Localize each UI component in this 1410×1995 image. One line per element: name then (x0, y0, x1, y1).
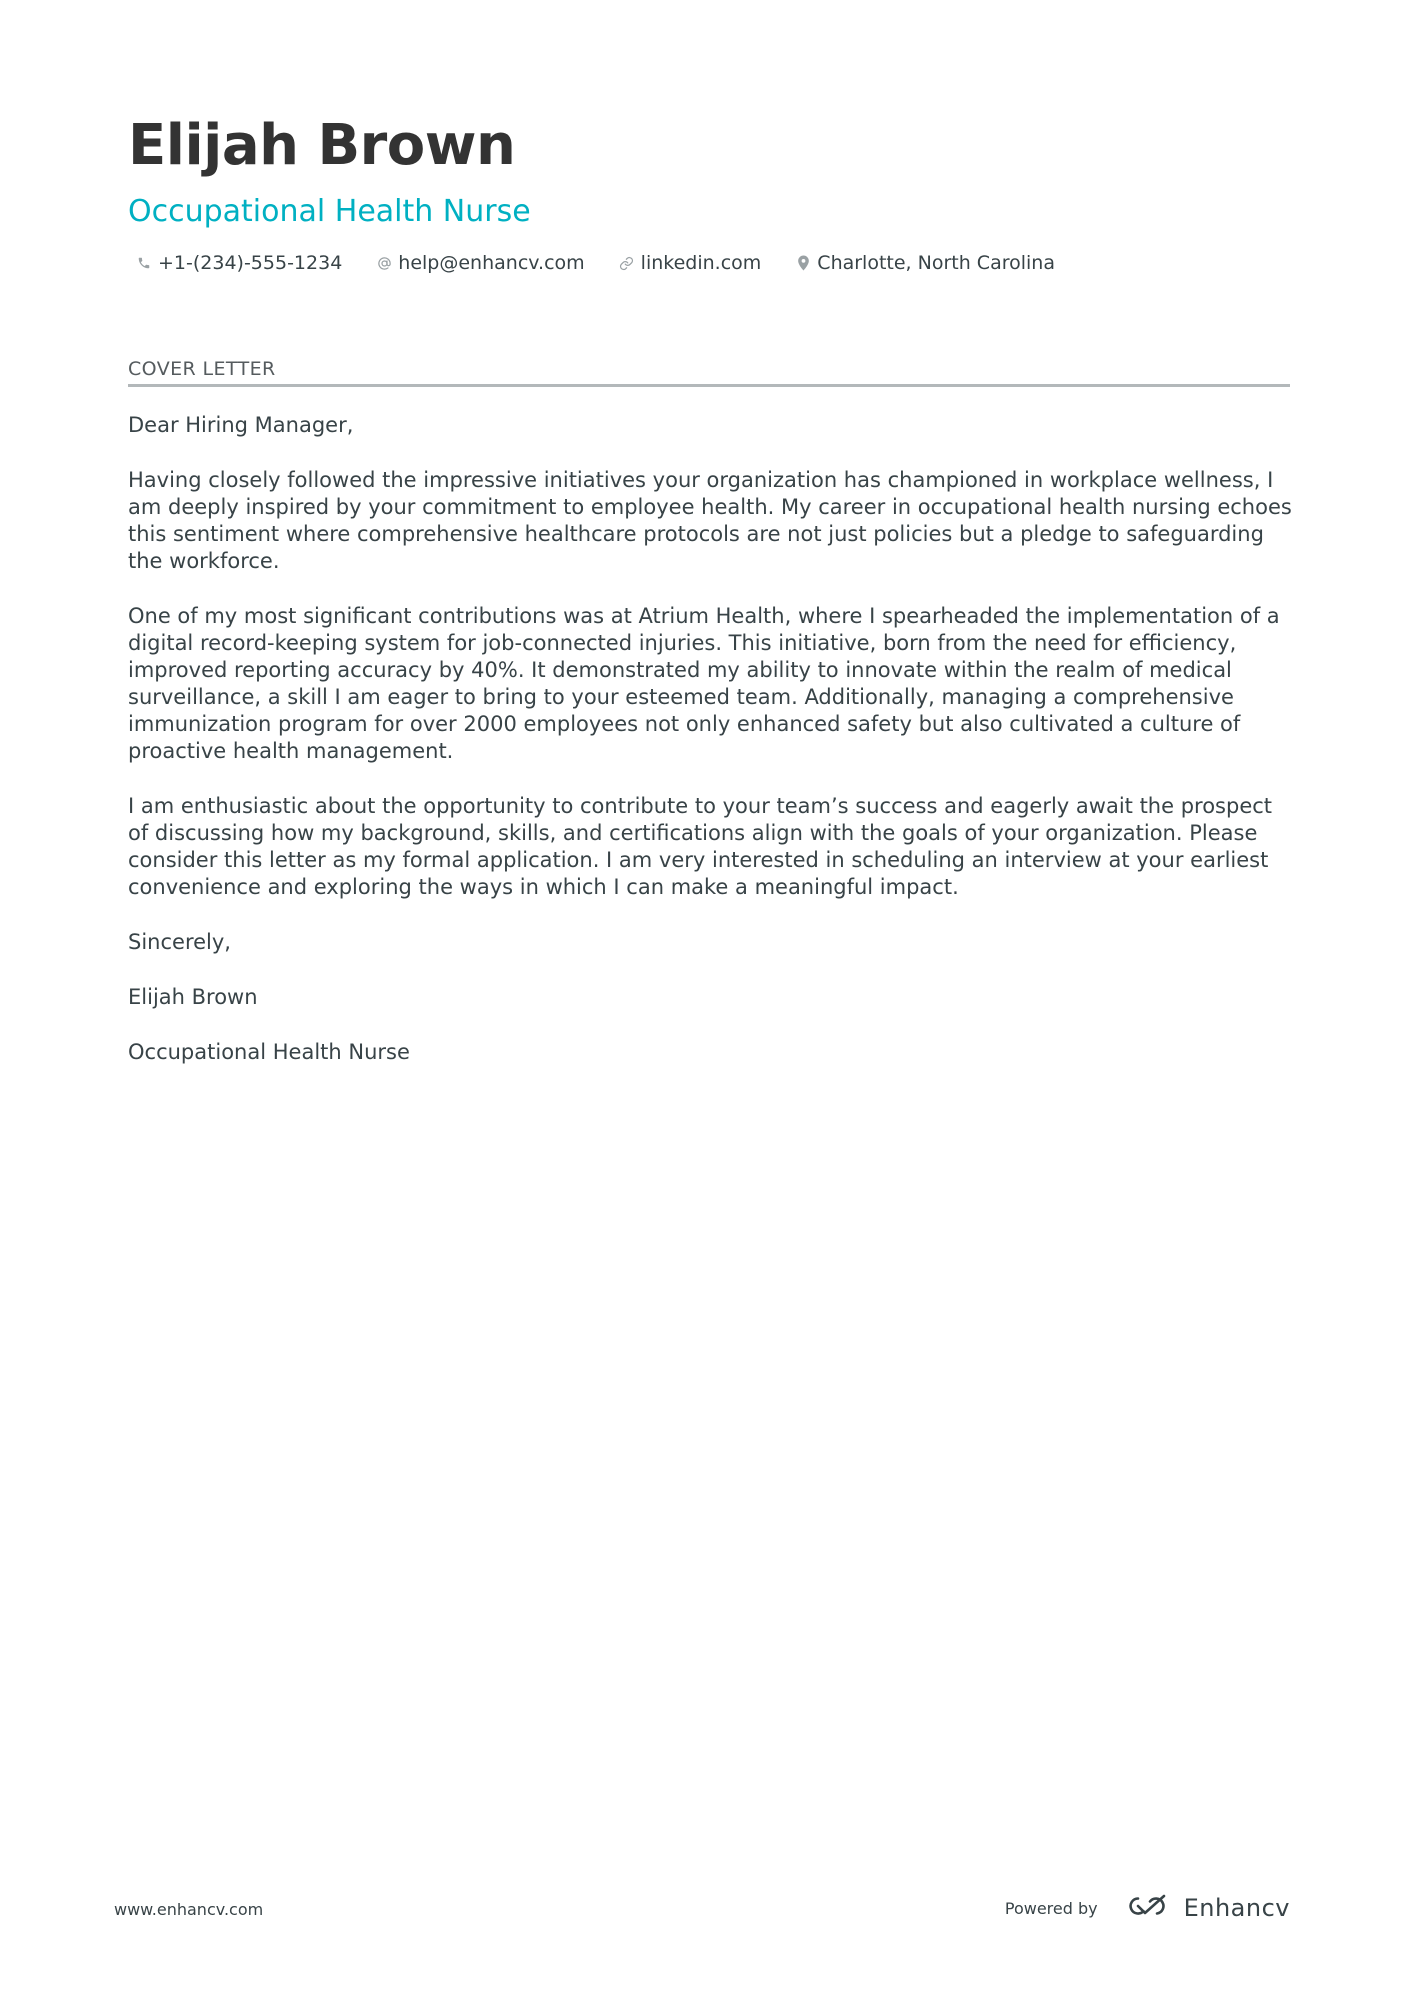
contact-linkedin[interactable] (611, 252, 762, 274)
powered-by-label: Powered by (1004, 1898, 1098, 1918)
at-icon (376, 254, 392, 272)
location-pin-icon (795, 254, 811, 272)
contact-phone (128, 252, 342, 274)
contact-bar (128, 252, 1288, 274)
contact-location-text: Charlotte, North Carolina (817, 252, 1055, 274)
enhancv-logo[interactable] (1124, 1893, 1290, 1923)
contact-email-text[interactable]: help@enhancv.com (398, 252, 585, 274)
footer-url-link[interactable]: www.enhancv.com (114, 1900, 264, 1919)
candidate-name: Elijah Brown (128, 113, 516, 178)
letter-greeting: Dear Hiring Manager, (128, 413, 354, 437)
letter-paragraph: One of my most significant contributions was at Atrium Health, where I spearheaded the implementation of a digital record-keeping system for job-connected injuries. This initiative, born from the need for efficiency, improved reporting accuracy by 40%. It demonstrated my ability to innovate within the realm of medical surveillance, a skill I am eager to bring to your esteemed team. Additionally, managing a comprehensive immunization program for over 2000 employees not only enhanced safety but also cultivated a culture of proactive health management. (128, 604, 1280, 763)
letter-closing: Sincerely, (128, 930, 231, 954)
contact-phone-text: +1-(234)-555-1234 (158, 252, 343, 274)
footer (114, 1888, 1290, 1928)
letter-paragraph: Having closely followed the impressive initiatives your organization has championed in workplace wellness, I am deeply inspired by your commitment to employee health. My career in occupational health nursing echoes this sentiment where comprehensive healthcare protocols are not just policies but a pledge to safeguarding the workforce. (128, 468, 1292, 573)
contact-location (787, 252, 1055, 274)
section-title-cover-letter: COVER LETTER (128, 358, 1290, 387)
contact-linkedin-text[interactable]: linkedin.com (640, 252, 762, 274)
signature-name: Elijah Brown (128, 985, 258, 1009)
header (128, 112, 1288, 274)
letter-paragraph: I am enthusiastic about the opportunity to contribute to your team’s success and eagerly await the prospect of discussing how my background, skills, and certifications align with the goals of your organization. Please consider this letter as my formal application. I am very interested in scheduling an interview at your earliest convenience and exploring the ways in which I can make a meaningful impact. (128, 794, 1273, 899)
candidate-role: Occupational Health Nurse (128, 194, 531, 229)
contact-email[interactable] (368, 252, 584, 274)
phone-icon (136, 254, 152, 272)
letter-body (128, 412, 1294, 1094)
enhancv-mark-icon (1124, 1893, 1170, 1923)
link-icon (619, 254, 635, 272)
enhancv-wordmark: Enhancv (1183, 1894, 1290, 1922)
footer-brand (1005, 1888, 1290, 1928)
signature-title: Occupational Health Nurse (128, 1040, 410, 1064)
